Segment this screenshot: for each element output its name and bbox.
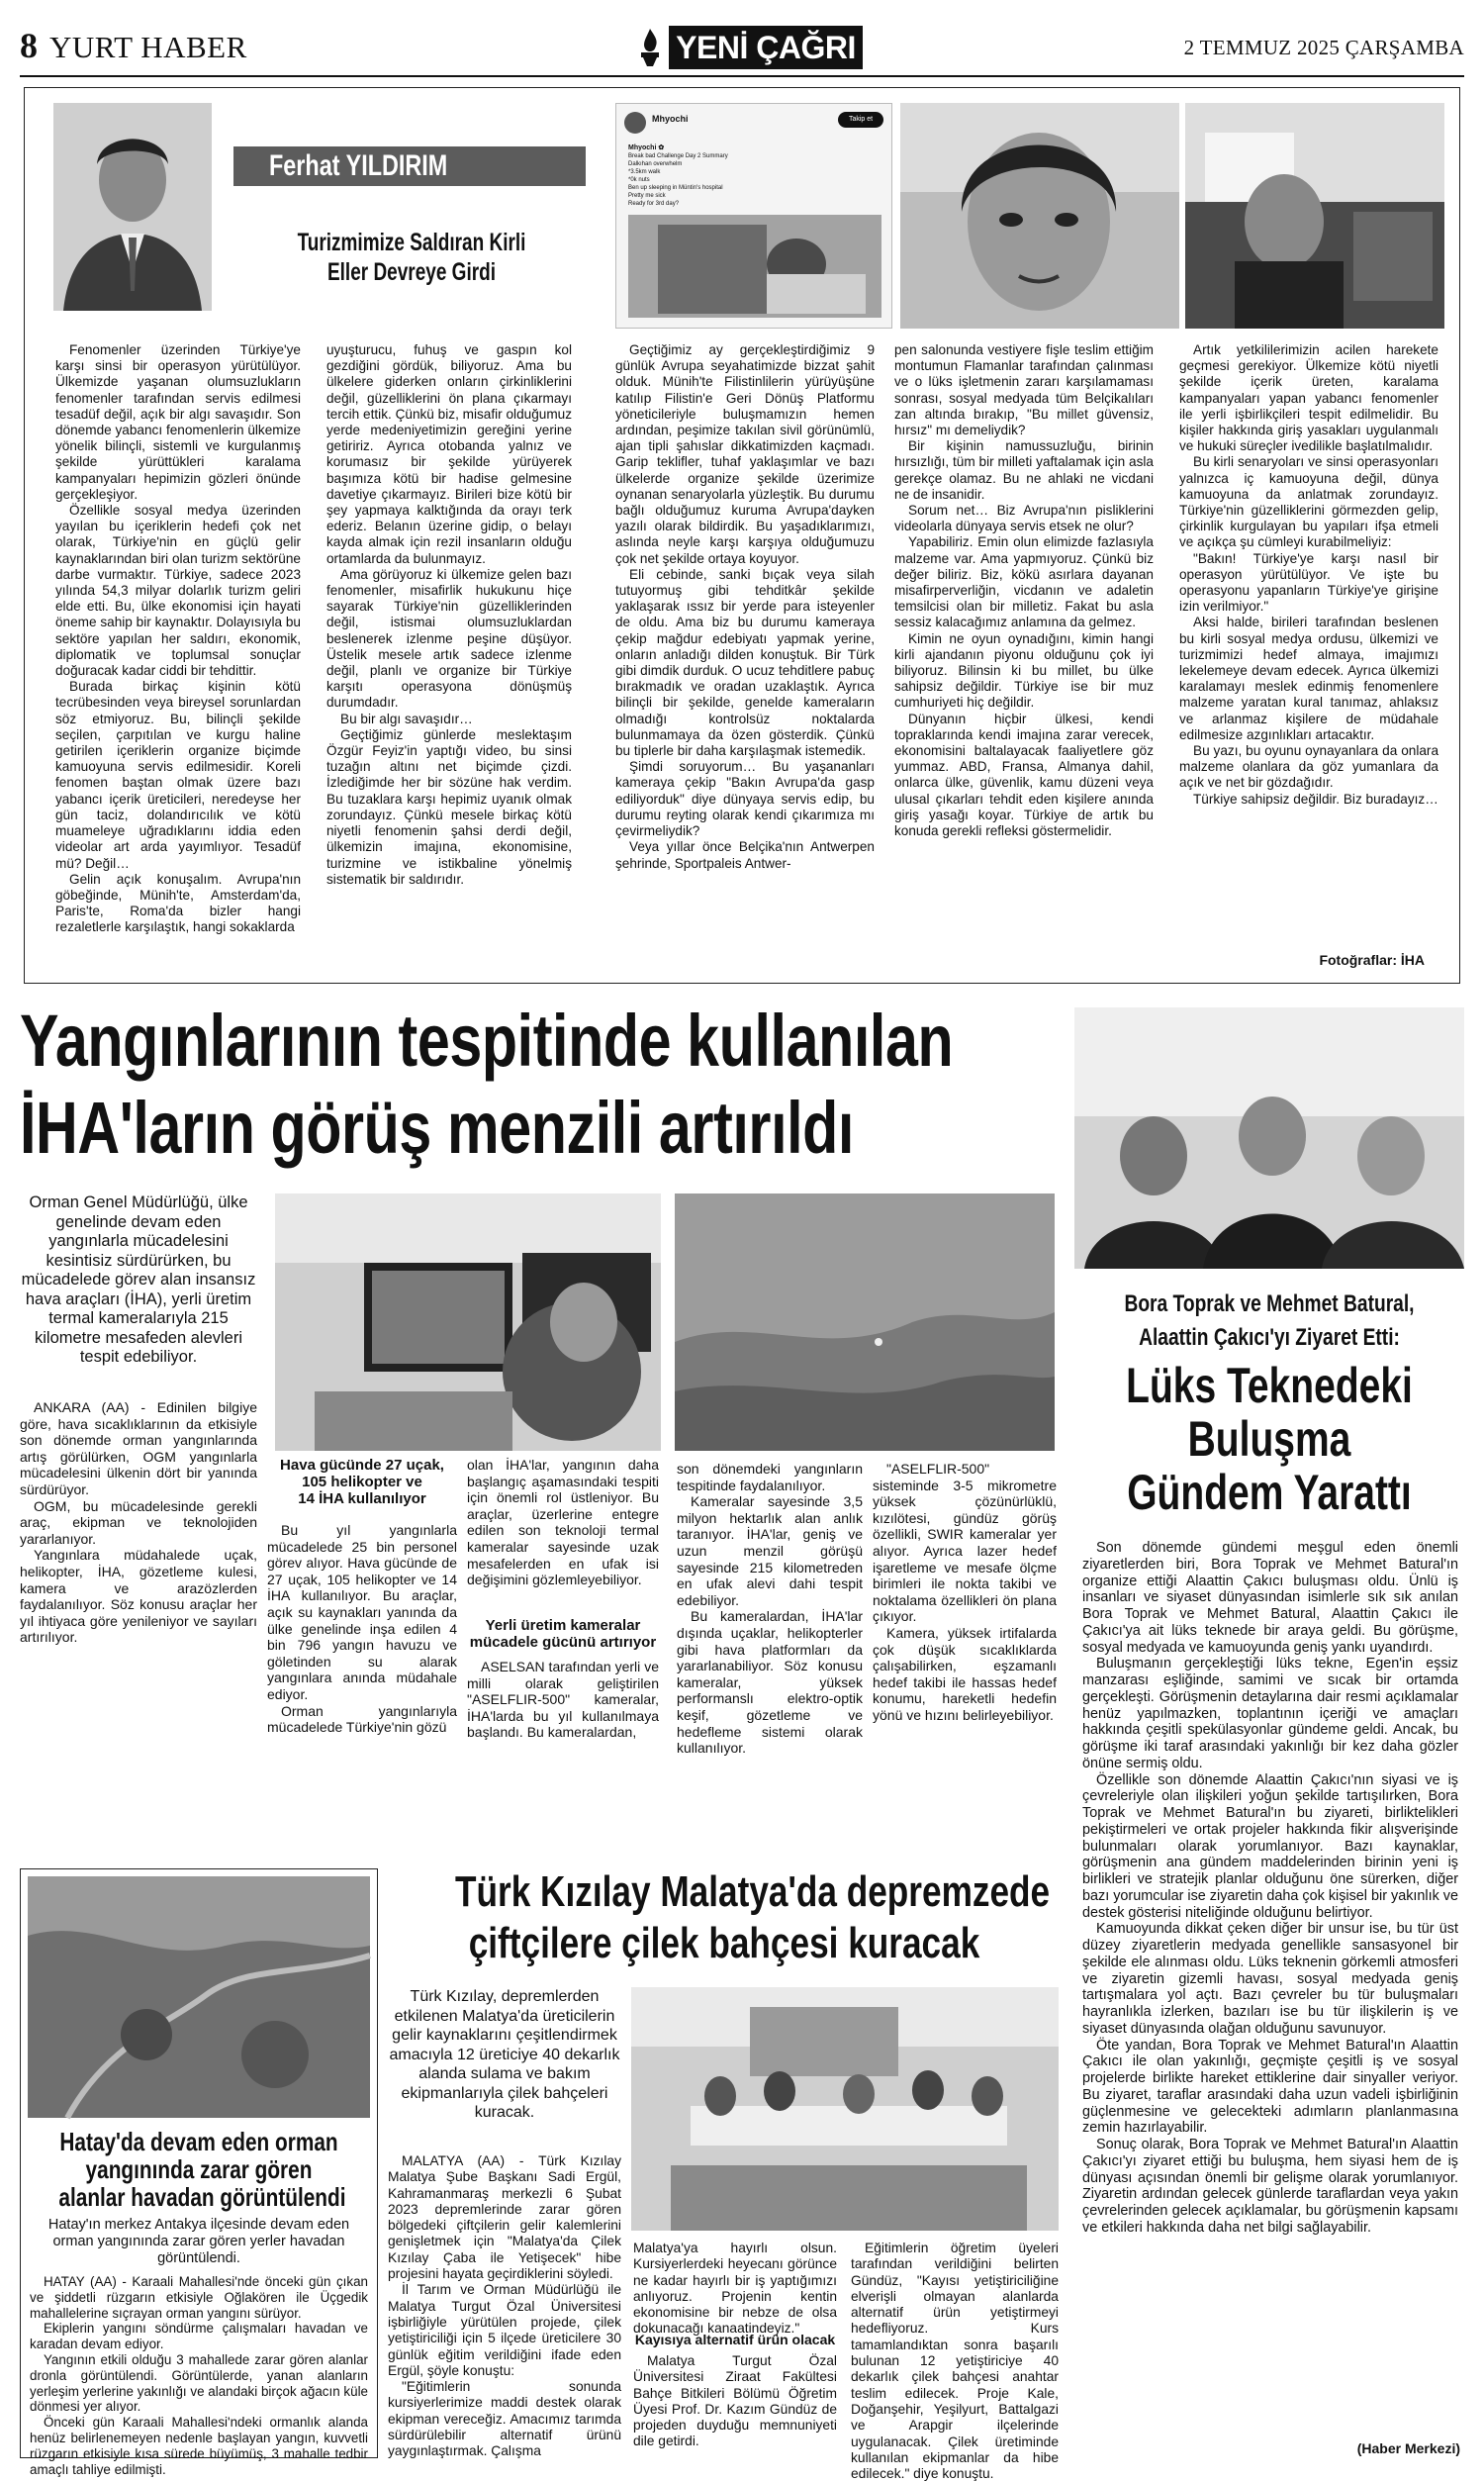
paragraph: OGM, bu mücadelesinde gerekli araç, ekipman ve teknolojiden yararlanıyor. [20, 1497, 257, 1547]
paragraph: Ama görüyoruz ki ülkemize gelen bazı fenomenler, misafirlik hukukunu hiçe sayarak Türkiye'nin güzelliklerinden değil, istismai olumsuzluklardan beslenerek izlenme peşine düşüyor. Üstelik mesele artık sadece izlenme değil, planlı ve organize bir Türkiye karşıtı operasyona dönüşmüş durumdadır. [326, 566, 572, 711]
paragraph: Geçtiğimiz ay gerçekleştirdiğimiz 9 günlük Avrupa seyahatimizde bizzat şahit olduk. Münih'te Filistinlilerin yürüyüşüne katılıp Filistin'e Geri Dönüş Platformu yöneticileriyle buluşmamızın hemen ardından, peşimize takılan sivil görünümlü, ajan tipli şahıslar dikkatimizden kaçmadı. Garip teklifler, tuhaf yaklaşımlar ve bazı ülkelerde organize şekilde üzerimize oynanan senaryolarla yüzleştik. Bu durumu bağlı olduğumuz kuruma Avrupa'dayken yazılı olarak bildirdik. Bu yaşadıklarımızı, aslında neyle karşı karşıya olduğumuzu çok net şekilde ortaya koyuyor. [615, 342, 875, 566]
kizilay-text-col2b [633, 2353, 837, 2458]
paragraph: olan İHA'lar, yangının daha başlangıç aşamasındaki tespiti için önemli rol üstleniyor. Bu araçlar, üzerlerine entegre edilen son teknoloji termal kameralar sayesinde uzak mesafelerden en ufak isi değişimini gözlemleyebiliyor. [467, 1457, 659, 1588]
paragraph: Malatya'ya hayırlı olsun. Kursiyerlerdeki heyecanı görünce ne kadar hayırlı bir iş yaptığımızı anlıyoruz. Projenin kentin ekonomisine bir nebze de olsa dokunacağı kanaatindeyiz." [633, 2241, 837, 2337]
column-text-col1 [55, 342, 301, 968]
paragraph: Fenomenler üzerinden Türkiye'ye karşı sinsi bir operasyon yürütülüyor. Ülkemizde yaşanan olumsuzlukların fenomenler tarafından servis edilmesi tesadüf değil, açık bir algı savaşıdır. Son dönemde yabancı fenomenlerin ülkemize yönelik bilinçli, sistemli ve kurgulanmış şekilde yürüttükleri karalama kampanyaları hepimizin gözleri önünde gerçekleşiyor. [55, 342, 301, 502]
masthead-logo [633, 26, 863, 69]
iha-text-col1 [20, 1399, 257, 1855]
yacht-kicker-line1: Bora Toprak ve Mehmet Batural, [1124, 1290, 1415, 1317]
hatay-headline-line1: Hatay'da devam eden orman [59, 2127, 338, 2156]
section-title: YURT HABER [49, 30, 247, 64]
paragraph: "ASELFLIR-500" sisteminde 3-5 mikrometre yüksek çözünürlüklü, kızılötesi, gündüz görüş özellikli, SWIR kameralar yer alıyor. Ayrıca lazer hedef işaretleme ve mesafe ölçme birimleri ile nokta takibi ve noktalama özellikleri ön plana çıkıyor. [873, 1461, 1057, 1625]
paragraph: Bu yıl yangınlarla mücadelede 25 bin personel görev alıyor. Hava gücünde de 27 uçak, 105 helikopter ve 14 İHA kullanılıyor. Bu araçlar, açık su kaynakları yanında da ülke genelinde inşa edilen 4 bin 796 yangın havuzu ve göletinden su alarak yangınlara anında müdahale ediyor. [267, 1522, 457, 1702]
paragraph: Bir kişinin namussuzluğu, birinin hırsızlığı, tüm bir milleti yaftalamak için asla gerekçe olamaz. Bu ne ahlaki ne vicdani ne de insanidir. [894, 438, 1154, 502]
subheading-line: 14 İHA kullanılıyor [298, 1490, 426, 1507]
tweet-line: Ready for 3rd day? [628, 201, 680, 207]
kizilay-text-col1 [388, 2153, 621, 2458]
phenomenon-photo [900, 103, 1179, 329]
yacht-headline-line2: Buluşma [1187, 1411, 1351, 1467]
paragraph: Yangınlara müdahalede uçak, helikopter, İHA, gözetleme kulesi, kamera ve arazözlerden faydalanılıyor. Söz konusu araçlar her yıl ihtiyaca göre yenileniyor ve sayıları artırılıyor. [20, 1547, 257, 1646]
paragraph: Aksi halde, birileri tarafından beslenen bu kirli sosyal medya ordusu, ülkemizi ve turizmimizi hedef almaya, imajımızı lekelemeye devam edecek. Ayrıca ülkemizi karalamayı meslek edinmiş fenomenlere malzeme yaratan kural tanımaz, ahlaksız ve arlanmaz kişilere de müdahale edilmesize azgınlıkları artacaktır. [1179, 615, 1438, 742]
tweet-line: *3.5km walk [628, 169, 661, 175]
kizilay-headline-line1: Türk Kızılay Malatya'da depremzede [455, 1867, 1051, 1916]
paragraph: Gelin açık konuşalım. Avrupa'nın göbeğinde, Münih'te, Amsterdam'da, Paris'te, Roma'da bizler hangi rezaletlerle karşılaştık, hangi sokaklarda [55, 871, 301, 935]
yacht-kicker-line2: Alaattin Çakıcı'yı Ziyaret Etti: [1139, 1324, 1400, 1351]
paragraph: Dünyanın hiçbir ülkesi, kendi topraklarında kendi imajına zarar verecek, ekonomisini baltalayacak faaliyetlere göz yummaz. ABD, Fransa, Almanya dahil, onlarca ülke, güvenlik, kamu düzeni veya ulusal çıkarları tehdit eden kişilere anında giriş yasağı koyar. Türkiye de artık bu konuda gerekli refleksi göstermelidir. [894, 711, 1154, 839]
hatay-text [30, 2274, 368, 2477]
iha-text-col3b [467, 1659, 659, 1853]
yacht-text [1082, 1540, 1458, 2442]
paragraph: Orman yangınlarıyla mücadelede Türkiye'nin gözü [267, 1702, 457, 1736]
author-name: Ferhat YILDIRIM [269, 149, 448, 182]
car-photo [1185, 103, 1444, 329]
kizilay-headline-line2: çiftçilere çilek bahçesi kuracak [468, 1919, 980, 1967]
paragraph: Bu kirli senaryoları ve sinsi operasyonları yalnızca iç kamuoyuna değil, dünya kamuoyuna da anlatmak zorundayız. Türkiye'nin güzelliklerini görmezden gelip, çirkinlik kurgulayan bu yapıları ifşa etmeli ve açıkça şu cümleyi kurabilmeliyiz: [1179, 454, 1438, 550]
paragraph: Özellikle sosyal medya üzerinden yayılan bu içeriklerin hedefi çok net olarak, Türkiye'nin en güçlü gelir kaynaklarından biri olan turizm sektörüne darbe vurmaktır. Türkiye, sadece 2023 yılında 54,3 milyar dolarlık turizm geliri elde etti. Bu, ülke ekonomisi için hayati öneme sahip bir kaynaktır. Dolayısıyla bu sektöre yapılan her saldırı, ekonomik, diplomatik ve toplumsal sonuçlar doğuracak kadar ciddi bir tehdittir. [55, 503, 301, 679]
paragraph: Kameralar sayesinde 3,5 milyon hektarlık alan anlık taranıyor. İHA'lar, geniş ve uzun menzil görüşü sayesinde 215 kilometreden en ufak alevi dahi tespit edebiliyor. [677, 1493, 863, 1608]
paragraph: Artık yetkililerimizin acilen harekete geçmesi gerekiyor. Ülkemize kötü niyetli şekilde içerik üreten, karalama kampanyaları yapan yabancı fenomenler ile yerli işbirlikçileri tespit edilmelidir. Bu kişiler hakkında giriş yasakları uygulanmalı ve hukuki süreçler ivedilikle başlatılmalıdır. [1179, 342, 1438, 454]
paragraph: Yangının etkili olduğu 3 mahallede zarar gören alanlar dronla görüntülendi. Görüntülerde, yanan alanların yerleşim yerlerine yakınlığı ve alandaki birçok ağacın küle dönmesi yer alıyor. [30, 2351, 368, 2415]
paragraph: Özellikle son dönemde Alaattin Çakıcı'nın siyasi ve iş çevreleriyle olan ilişkileri yoğun şekilde tartışılırken, Bora Toprak ve Mehmet Batural'ın bu ziyareti, birliktelikleri pekiştirmeleri ve ortak projeler hakkında fikir alışverişinde bulunmaları olarak yorumlanıyor. Bazı kaynaklar, görüşmenin ana gündem maddelerinden birinin yeni iş birlikleri ve stratejik planlar olduğunu öne sürerken, diğer bazı yorumcular ise ziyaretin daha çok kişisel bir yakınlık ve destek gösterisi niteliğinde olduğunu belirtiyor. [1082, 1771, 1458, 1921]
subheading-line: 105 helikopter ve [302, 1474, 422, 1490]
paragraph: Ekiplerin yangını söndürme çalışmaları havadan ve karadan devam ediyor. [30, 2321, 368, 2352]
tweet-avatar [624, 112, 646, 134]
page-number: 8 [20, 26, 38, 65]
paragraph: "Bakın! Türkiye'ye karşı nasıl bir operasyon yürütülüyor. Ve işte bu operasyonu yapanların Türkiye'ye girişine izin verilmiyor." [1179, 550, 1438, 615]
hatay-headline-line2: yangınında zarar gören [85, 2154, 313, 2184]
masthead-title: YENİ ÇAĞRI [669, 26, 863, 69]
paragraph: Türkiye sahipsiz değildir. Biz buradayız… [1193, 791, 1438, 807]
hatay-lead: Hatay'ın merkez Antakya ilçesinde devam eden orman yangınında zarar gören yerler havadan görüntülendi. [47, 2217, 350, 2266]
paragraph: Eğitimlerin öğretim üyeleri tarafından verildiğini belirten Gündüz, "Kayısı yetiştiriciliğine elverişli olmayan alanlarda alternatif ürün yetiştirmeyi hedefliyoruz. Kurs tamamlandıktan sonra başarılı bulunan 12 yetiştiriciye 40 dekarlık çilek bahçesi anahtar teslim edilecek. Proje Kale, Doğanşehir, Yeşilyurt, Battalgazi ve Arapgir ilçelerinde uygulanacak. Çilek üretiminde kullanılan ekipmanlar da hibe edilecek." diye konuştu. [851, 2241, 1059, 2482]
paragraph: Kimin ne oyun oynadığını, kimin hangi kirli ajandanın piyonu olduğunu çok iyi biliyoruz. Bilinsin ki bu millet, bu ülke sahipsiz değildir. Türkiye ise bir muz cumhuriyeti hiç değildir. [894, 630, 1154, 711]
paragraph: HATAY (AA) - Karaali Mahallesi'nde önceki gün çıkan ve şiddetli rüzgarın etkisiyle Oğlakören ile Üçgedik mahallelerine sıçrayan orman yangını sürüyor. [30, 2274, 368, 2321]
column-text-col3 [615, 342, 875, 968]
paragraph: Öte yandan, Bora Toprak ve Mehmet Batural'ın Alaattin Çakıcı ile olan yakınlığı, geçmişte çeşitli iş ve sosyal projelerde birlikte hareket ettiklerine dair sinyaller veriyor. Bu ziyaret, taraflar arasındaki daha uzun vadeli işbirliğinin güçlenmesine ve gelecekteki adımların planlanmasına zemin hazırlayabilir. [1082, 2037, 1458, 2137]
tweet-line: Pretty me sick [628, 193, 666, 199]
paragraph: Malatya Turgut Özal Üniversitesi Ziraat Fakültesi Bahçe Bitkileri Bölümü Öğretim Üyesi Prof. Dr. Kazım Gündüz de projeden duyduğu memnuniyeti dile getirdi. [633, 2353, 837, 2449]
paragraph: ASELSAN tarafından yerli ve milli olarak geliştirilen "ASELFLIR-500" kameralar, İHA'larda bu yıl kullanılmaya başlandı. Bu kameralardan, [467, 1659, 659, 1741]
paragraph: Kamuoyunda dikkat çeken diğer bir unsur ise, bu tür üst düzey ziyaretlerin medyada genellikle sansasyonel bir şekilde ele alınması oldu. Lüks teknenin görkemli atmosferi ve ziyaretin gizemli havası, sosyal medyada geniş tartışmalara yol açtı. Bazı çevreler bu tür buluşmaları hayranlıkla izlerken, bazıları ise bu tür ilişkilerin iş ve siyaset dünyasında olağan olduğunu savunuyor. [1082, 1921, 1458, 2037]
iha-lead: Orman Genel Müdürlüğü, ülke genelinde devam eden yangınlarla mücadelesini kesintisiz sürdürürken, bu mücadelede görev alan insansız hava araçları (İHA), yerli üretim termal kameralarıyla 215 kilometre mesafeden alevleri tespit edebiliyor. [21, 1193, 256, 1366]
yacht-byline: (Haber Merkezi) [1356, 2440, 1460, 2456]
iha-operator-photo [275, 1193, 661, 1451]
torch-icon [633, 27, 667, 68]
yacht-headline-line3: Gündem Yarattı [1127, 1465, 1412, 1520]
iha-text-col4 [677, 1461, 863, 1853]
paragraph: İl Tarım ve Orman Müdürlüğü ile Malatya Turgut Özal Üniversitesi işbirliğiyle yürütülen projede, çilek yetiştiriciliği için 5 ilçede üreticilere 30 günlük eğitim verildiğini ifade eden Ergül, şöyle konuştu: [388, 2282, 621, 2378]
paragraph: Veya yıllar önce Belçika'nın Antwerpen şehrinde, Sportpaleis Antwer- [615, 839, 875, 871]
iha-text-col3a [467, 1457, 659, 1611]
author-photo [53, 103, 212, 311]
tweet-line: Dalkıhan overwhelm [628, 161, 683, 167]
tweet-line: Break bad Challenge Day 2 Summary [628, 153, 728, 159]
iha-subheading-1 [267, 1457, 457, 1507]
subheading-line: Yerli üretim kameralar [485, 1617, 641, 1634]
paragraph: Burada birkaç kişinin kötü tecrübesinden veya bireysel sorunlardan söz etmiyoruz. Bu, bilinçli şekilde seçilen, çarpıtılan ve kurgu haline getirilen içeriklerin organize biçimde kamuoyuna servis edilmesidir. Koreli fenomen baştan olmak üzere bazı yabancı içerik üreticileri, neredeyse her gün taciz, dolandırıcılık ve kötü muameleye uğradıklarını iddia eden videolar art arda yayımlıyor. Tesadüf mü? Değil… [55, 679, 301, 871]
paragraph: pen salonunda vestiyere fişle teslim ettiğim montumun Flamanlar tarafından çalınması ve o lüks işletmenin zararı karşılamaması sonrası, sosyal medyada tüm Belçikalıları zan altında bırakıp, "Bu millet güvensiz, hırsız" mı demeliydik? [894, 342, 1154, 438]
paragraph: Bu yazı, bu oyunu oynayanlara da onlara malzeme olanlara da göz yumanlara da açık ve net bir gözdağıdır. [1179, 743, 1438, 791]
paragraph: son dönemdeki yangınların tespitinde faydalanılıyor. [677, 1461, 863, 1493]
kizilay-text-col3 [851, 2241, 1059, 2482]
paragraph: Bu kameralardan, İHA'lar dışında uçaklar, helikopterler gibi hava platformları da yararlanabiliyor. Söz konusu kameralar, yüksek performanslı elektro-optik keşif, gözetleme ve hedefleme sistemi olarak kullanılıyor. [677, 1608, 863, 1757]
yacht-meeting-photo [1074, 1007, 1464, 1269]
iha-text-col5 [873, 1461, 1057, 1853]
hatay-headline-line3: alanlar havadan görüntülendi [58, 2182, 346, 2212]
header-rule [20, 75, 1464, 77]
kizilay-subheading: Kayısıya alternatif ürün olacak [634, 2332, 836, 2347]
paragraph: Son dönemde gündemi meşgul eden önemli ziyaretlerden biri, Bora Toprak ve Mehmet Batural'ın organize ettiği Alaattin Çakıcı buluşması oldu. Ünlü iş insanları ve siyaset dünyasından isimlerle sık sık anılan Bora Toprak ve Mehmet Batural, Alaattin Çakıcı ile Çakıcı'ya ait lüks teknede bir araya geldi. Bu görüşme, sosyal medyada ve kamuoyunda geniş yankı uyandırdı. [1082, 1540, 1458, 1656]
paragraph: "Eğitimlerin sonunda kursiyerlerimize maddi destek olarak ekipman vereceğiz. Amacımız tarımda sürdürülebilir alternatif ürünü yaygınlaştırmak. Çalışma [388, 2379, 621, 2459]
iha-text-col2 [267, 1522, 457, 1853]
yacht-headline-line1: Lüks Teknedeki [1126, 1358, 1413, 1413]
tweet-line: Ben up sleeping in Müntin's hospital [628, 185, 723, 191]
photo-credit: Fotoğraflar: İHA [1319, 952, 1425, 968]
column-text-col4 [894, 342, 1154, 968]
tweet-line: Mhyochi ✿ [628, 144, 665, 151]
thermal-fire-photo [675, 1193, 1055, 1451]
paragraph: uyuşturucu, fuhuş ve gaspın kol gezdiğini gördük, biliyoruz. Ama bu ülkelere giderken onların çirkinliklerini değil, güzelliklerini ön plana çıkarmayı tercih ettik. Çünkü biz, misafir olduğumuz yerde medeniyetimizin gereğini yerine getiririz. Ayrıca otobanda yalnız ve korumasız bir şekilde yürüyerek başımıza kötü bir hadise gelmesine davetiye çıkarmayız. Birileri bize kötü bir şey yapmaya kalktığında da orayı terk ederiz. Belanın üzerine gidip, o belayı kayda almak için rezil insanların olduğu ortamlarda da bulunmayız. [326, 342, 572, 566]
subheading-line: mücadele gücünü artırıyor [469, 1634, 657, 1651]
paragraph: Sonuç olarak, Bora Toprak ve Mehmet Batural'ın Alaattin Çakıcı'yı ziyaret ettiği bu buluşma, hem siyasi hem de iş dünyası açısından önemli bir gelişme olarak yorumlanıyor. Ziyaretin ardından gelecek günlerde taraflardan veya yakın çevrelerinden gelecek açıklamalar, bu görüşmenin kapsamı ve etkileri hakkında daha net bilgi sağlayabilir. [1082, 2137, 1458, 2236]
iha-headline-line1: Yangınlarının tespitinde kullanılan [20, 1000, 954, 1082]
paragraph: Kamera, yüksek irtifalarda çok düşük sıcaklıklarda çalışabilirken, eşzamanlı hedef takibi ile hassas hedef konumu, hareketli hedefin yönü ve hızını belirleyebiliyor. [873, 1624, 1057, 1723]
iha-headline-line2: İHA'ların görüş menzili artırıldı [20, 1087, 854, 1169]
iha-subheading-2 [467, 1617, 659, 1651]
paragraph: Bu bir algı savaşıdır… [340, 711, 473, 726]
column-title-line1: Turizmimize Saldıran Kirli [297, 229, 526, 256]
hatay-drone-photo [28, 1876, 370, 2118]
tweet-user: Mhyochi [652, 114, 689, 124]
paragraph: Eli cebinde, sanki bıçak veya silah tutuyormuş gibi tehditkâr şekilde yaklaşarak ıssız bir yerde para isteyenler de oldu. Ama biz bu durumu kameraya çekip mağdur edebiyatı yapmak yerine, onların anladığı dilden konuştuk. Bir Türk gibi dimdik durduk. O ucuz tehditlere pabuç bırakmadık ve oradan uzaklaştık. Ayrıca bilinçli bir şekilde, genelde kameraların olmadığı kontrolsüz noktalarda bulunmamaya da özen gösterdik. Çünkü bu tiplerle bir daha karşılaşmak istemedik. [615, 566, 875, 759]
paragraph: Şimdi soruyorum… Bu yaşananları kameraya çekip "Bakın Avrupa'da gasp ediliyorduk" diye dünyaya servis edip, bu durumu reyting olarak kendi çıkarımıza mı çevirmeliydik? [615, 759, 875, 839]
issue-date: 2 TEMMUZ 2025 ÇARŞAMBA [1183, 36, 1464, 59]
kizilay-lead: Türk Kızılay, depremlerden etkilenen Malatya'da üreticilerin gelir kaynaklarını çeşitlendirmek amacıyla 12 üreticiye 40 dekarlık alanda sulama ve bakım ekipmanlarıyla çilek bahçeleri kuracak. [389, 1988, 620, 2121]
kizilay-training-photo [631, 1987, 1059, 2231]
subheading-line: Hava gücünde 27 uçak, [280, 1457, 444, 1474]
tweet-line: *0k nuts [628, 177, 650, 183]
paragraph: ANKARA (AA) - Edinilen bilgiye göre, hava sıcaklıklarının da etkisiyle son dönemde orman yangınlarında artış görülürken, OGM yangınlarla mücadelesini ülkenin dört bir yanında sürdürüyor. [20, 1399, 257, 1497]
tweet-image [628, 215, 881, 318]
paragraph: Önceki gün Karaali Mahallesi'ndeki ormanlık alanda henüz belirlenemeyen nedenle başlayan yangın, kuvvetli rüzgarın etkisiyle kısa sürede büyümüş, 3 mahalle tedbir amaçlı tahliye edilmişti. [30, 2415, 368, 2477]
paragraph: Geçtiğimiz günlerde meslektaşım Özgür Feyiz'in yaptığı video, bu sinsi tuzağın altını net biçimde çizdi. İzlediğimde her bir sözüne hak verdim. Bu tuzaklara karşı hepimiz uyanık olmak zorundayız. Çünkü mesele birkaç kötü niyetli fenomenin şahsi derdi değil, ülkemizin imajına, ekonomisine, turizmine ve istikbaline yönelmiş sistematik bir saldırıdır. [326, 726, 572, 887]
column-text-col2 [326, 342, 572, 968]
paragraph: Yapabiliriz. Emin olun elimizde fazlasıyla malzeme var. Ama yapmıyoruz. Çünkü biz değer biliriz. Biz, kökü asırlara dayanan misafirperverliğin, vicdanın ve adaletin temsilcisi olan bir milletiz. Fakat bu asla sessiz kalacağımız anlamına da gelmez. [894, 534, 1154, 630]
kizilay-text-col2 [633, 2241, 837, 2337]
column-text-col5 [1179, 342, 1438, 948]
tweet-screenshot [615, 103, 892, 329]
paragraph: MALATYA (AA) - Türk Kızılay Malatya Şube Başkanı Sadi Ergül, Kahramanmaraş merkezli 6 Şubat 2023 depremlerinde zarar gören bölgedeki çiftçilerin gelir kalemlerini genişletmek için "Malatya'da Çilek Kızılay Çaba ile Yetişecek" hibe projesini hayata geçirdiklerini söyledi. [388, 2153, 621, 2282]
paragraph: Buluşmanın gerçekleştiği lüks tekne, Egen'in eşsiz manzarası eşliğinde, samimi ve sıcak bir ortamda gerçekleşti. Görüşmenin detaylarına dair resmi açıklamalar henüz yapılmazken, toplantının içeriği ve amaçları hakkında çeşitli spekülasyonlar gündeme geldi. Ancak, bu görüşme iki taraf arasındaki yakınlığı bir kez daha gözler önüne sermiş oldu. [1082, 1656, 1458, 1771]
column-title-line2: Eller Devreye Girdi [326, 258, 497, 286]
tweet-follow-button[interactable]: Takip et [838, 112, 883, 128]
paragraph: Sorum net… Biz Avrupa'nın pisliklerini videolarla dünyaya servis etsek ne olur? [894, 503, 1154, 534]
